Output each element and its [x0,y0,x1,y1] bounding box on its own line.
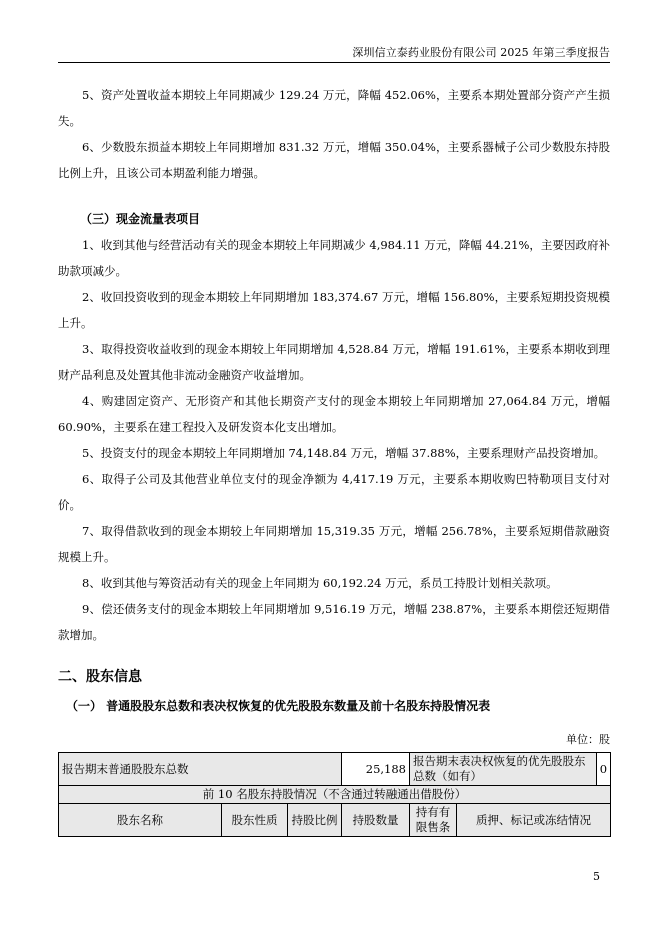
header-text: 深圳信立泰药业股份有限公司 2025 年第三季度报告 [352,46,610,59]
col-header-restricted: 持有有限售条 [410,804,457,837]
top10-caption: 前 10 名股东持股情况（不含通过转融通出借股份） [59,786,611,804]
shareholder-table-title: （一） 普通股股东总数和表决权恢复的优先股股东数量及前十名股东持股情况表 [66,699,491,713]
cashflow-item-8: 8、收到其他与筹资活动有关的现金上年同期为 60,192.24 万元，系员工持股计划相关款项。 [82,576,558,590]
table-row [59,753,611,786]
unit-label: 单位：股 [566,733,610,746]
profit-item-5: 5、资产处置收益本期较上年同期减少 129.24 万元，降幅 452.06%，主要系本期处置部分资产产生损失。 [58,88,610,128]
cashflow-item-7: 7、取得借款收到的现金本期较上年同期增加 15,319.35 万元，增幅 256.78%，主要系短期借款融资规模上升。 [58,524,610,564]
table-header-row [59,804,611,837]
col-header-pledge: 质押、标记或冻结情况 [457,804,611,837]
cashflow-item-2: 2、收回投资收到的现金本期较上年同期增加 183,374.67 万元，增幅 156.80%，主要系短期投资规模上升。 [58,290,610,330]
cashflow-heading: （三）现金流量表项目 [80,212,201,226]
preferred-shareholders-value: 0 [597,753,610,785]
cashflow-item-4: 4、购建固定资产、无形资产和其他长期资产支付的现金本期较上年同期增加 27,064.84 万元，增幅 60.90%，主要系在建工程投入及研发资本化支出增加。 [58,394,610,434]
cashflow-item-6: 6、取得子公司及其他营业单位支付的现金净额为 4,417.19 万元，主要系本期收购巴特勒项目支付对价。 [58,472,610,512]
col-header-name: 股东名称 [59,804,222,837]
col-header-nature: 股东性质 [222,804,288,837]
col-header-quantity: 持股数量 [342,804,410,837]
col-header-ratio: 持股比例 [288,804,342,837]
cashflow-item-3: 3、取得投资收益收到的现金本期较上年同期增加 4,528.84 万元，增幅 191.61%，主要系本期收到理财产品利息及处置其他非流动金融资产收益增加。 [58,342,610,382]
shareholder-table [58,752,611,837]
shareholder-section-heading: 二、股东信息 [58,669,142,685]
total-shareholders-value: 25,188 [342,753,410,786]
page-number: 5 [593,870,600,883]
cashflow-item-5: 5、投资支付的现金本期较上年同期增加 74,148.84 万元，增幅 37.88%，主要系理财产品投资增加。 [82,446,606,460]
total-shareholders-label: 报告期末普通股股东总数 [59,753,342,786]
header-rule [58,62,610,63]
page-content [58,82,610,837]
profit-item-6: 6、少数股东损益本期较上年同期增加 831.32 万元，增幅 350.04%，主要系器械子公司少数股东持股比例上升，且该公司本期盈利能力增强。 [58,140,610,180]
cashflow-item-1: 1、收到其他与经营活动有关的现金本期较上年同期减少 4,984.11 万元，降幅 44.21%，主要因政府补助款项减少。 [58,238,610,278]
table-row [59,786,611,804]
preferred-shareholders-label: 报告期末表决权恢复的优先股股东总数（如有） [410,753,597,785]
cashflow-item-9: 9、偿还债务支付的现金本期较上年同期增加 9,516.19 万元，增幅 238.87%，主要系本期偿还短期借款增加。 [58,602,610,642]
